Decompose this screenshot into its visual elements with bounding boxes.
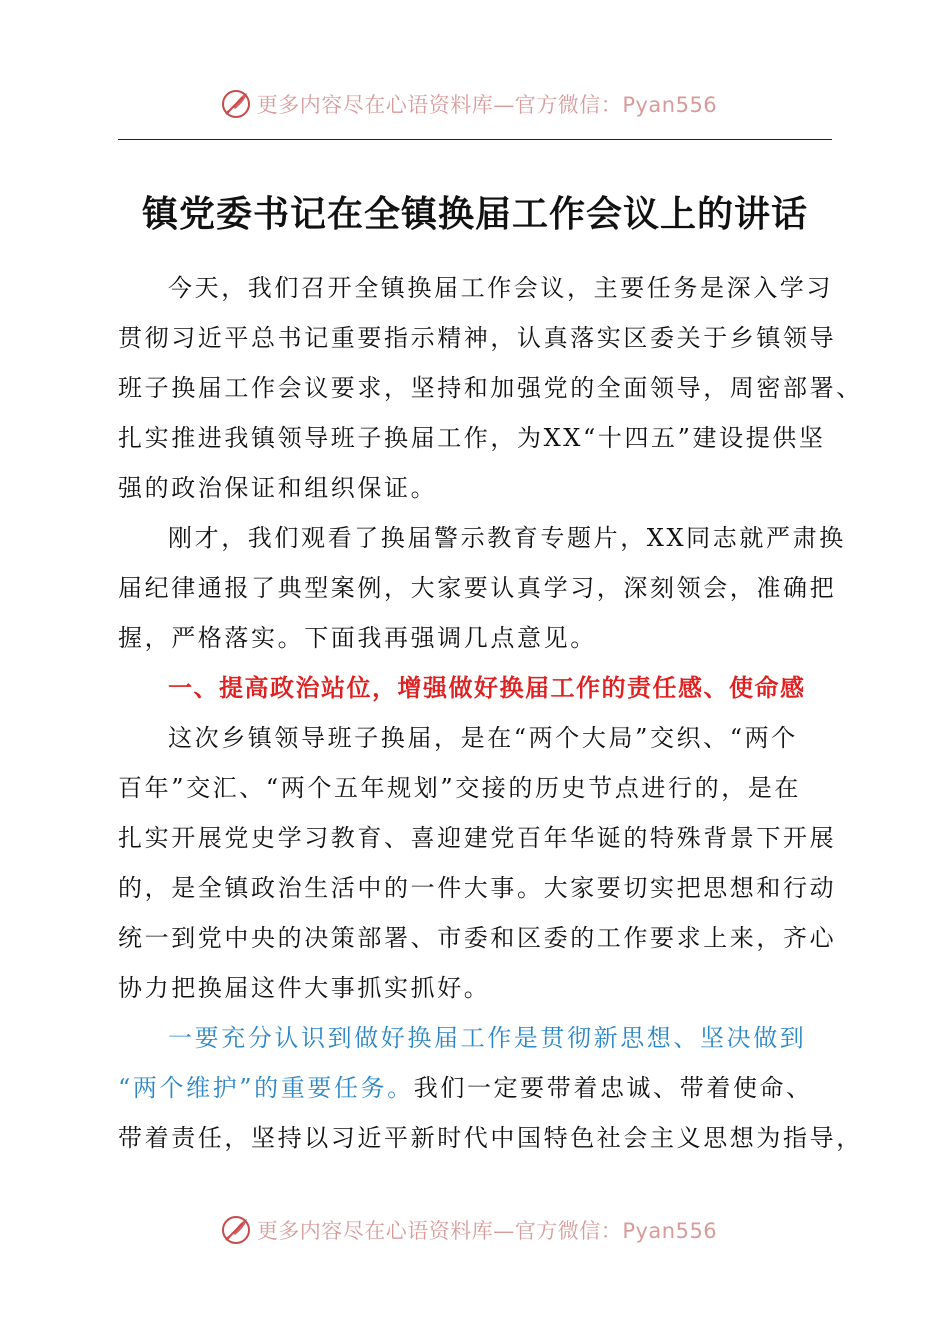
paragraph-line: 握，严格落实。下面我再强调几点意见。 xyxy=(118,624,597,652)
banner-text: 更多内容尽在心语资料库—官方微信：Pyan556 xyxy=(256,93,718,117)
paragraph-line: 贯彻习近平总书记重要指示精神，认真落实区委关于乡镇领导 xyxy=(118,324,837,352)
header-rule xyxy=(118,139,832,140)
paragraph-line: 强的政治保证和组织保证。 xyxy=(118,474,438,502)
footer-banner xyxy=(0,1210,950,1250)
subheading-line: 一要充分认识到做好换届工作是贯彻新思想、坚决做到 xyxy=(168,1024,807,1052)
paragraph-line: 班子换届工作会议要求，坚持和加强党的全面领导，周密部署、 xyxy=(118,374,863,402)
subheading-tail: “两个维护”的重要任务。 xyxy=(118,1074,414,1102)
paragraph-line: 协力把换届这件大事抓实抓好。 xyxy=(118,974,491,1002)
paragraph-line: 届纪律通报了典型案例，大家要认真学习，深刻领会，准确把 xyxy=(118,574,837,602)
paragraph-line: 扎实开展党史学习教育、喜迎建党百年华诞的特殊背景下开展 xyxy=(118,824,837,852)
banner-text: 更多内容尽在心语资料库—官方微信：Pyan556 xyxy=(256,1219,718,1243)
feather-pen-logo-icon xyxy=(221,89,251,119)
paragraph-line: 带着责任，坚持以习近平新时代中国特色社会主义思想为指导， xyxy=(118,1124,863,1152)
mixed-line xyxy=(118,1072,848,1104)
document-title: 镇党委书记在全镇换届工作会议上的讲话 xyxy=(141,193,808,235)
paragraph-line: 扎实推进我镇领导班子换届工作，为XX“十四五”建设提供坚 xyxy=(118,424,826,452)
feather-pen-logo-icon xyxy=(221,1215,251,1245)
paragraph-line: 这次乡镇领导班子换届，是在“两个大局”交织、“两个 xyxy=(168,724,798,752)
paragraph-line: 刚才，我们观看了换届警示教育专题片，XX同志就严肃换 xyxy=(168,524,846,552)
section-heading: 一、提高政治站位，增强做好换届工作的责任感、使命感 xyxy=(168,674,806,702)
header-banner xyxy=(0,84,950,124)
paragraph-line: 百年”交汇、“两个五年规划”交接的历史节点进行的，是在 xyxy=(118,774,802,802)
paragraph-line: 统一到党中央的决策部署、市委和区委的工作要求上来，齐心 xyxy=(118,924,837,952)
paragraph-text: 我们一定要带着忠诚、带着使命、 xyxy=(413,1074,813,1102)
paragraph-line: 今天，我们召开全镇换届工作会议，主要任务是深入学习 xyxy=(168,274,833,302)
paragraph-line: 的，是全镇政治生活中的一件大事。大家要切实把思想和行动 xyxy=(118,874,837,902)
